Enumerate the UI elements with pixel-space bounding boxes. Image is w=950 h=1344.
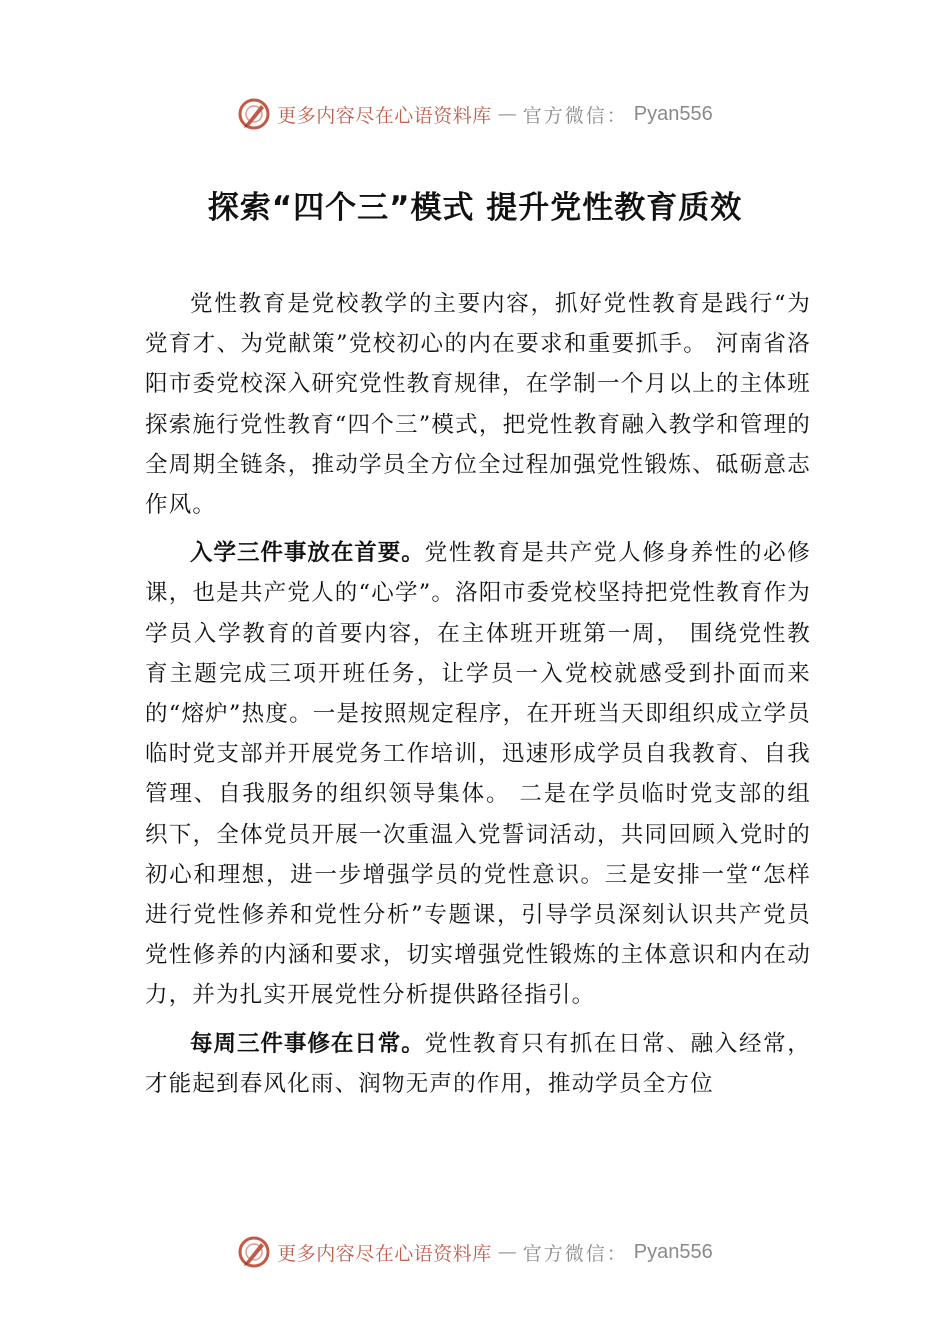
- banner-text: 更多内容尽在心语资料库: [277, 104, 492, 127]
- pen-logo-icon: [237, 97, 271, 131]
- banner-separator: —: [497, 1241, 517, 1263]
- paragraph-enrollment: [145, 533, 811, 1015]
- paragraph-lead: 每周三件事修在日常。: [190, 1030, 425, 1057]
- banner-wechat-id: Pyan556: [633, 102, 713, 125]
- footer-watermark-banner: [0, 1232, 950, 1272]
- paragraph-text: 党性教育是党校教学的主要内容，抓好党性教育是践行“为党育才、为党献策”党校初心的内在要求和重要抓手。 河南省洛阳市委党校深入研究党性教育规律，在学制一个月以上的主体班探索施行党性教育“四个三”模式，把党性教育融入教学和管理的全周期全链条，推动学员全方位全过程加强党性锻炼、砥砺意志作风。: [145, 291, 811, 519]
- paragraph-text: 党性教育是共产党人修身养性的必修课，也是共产党人的“心学”。洛阳市委党校坚持把党性教育作为学员入学教育的首要内容，在主体班开班第一周， 围绕党性教育主题完成三项开班任务，让学员一入党校就感受到扑面而来的“熔炉”热度。一是按照规定程序，在开班当天即组织成立学员临时党支部并开展党务工作培训，迅速形成学员自我教育、自我管理、自我服务的组织领导集体。 二是在学员临时党支部的组织下，全体党员开展一次重温入党誓词活动，共同回顾入党时的初心和理想，进一步增强学员的党性意识。三是安排一堂“怎样进行党性修养和党性分析”专题课，引导学员深刻认识共产党员党性修养的内涵和要求，切实增强党性锻炼的主体意识和内在动力，并为扎实开展党性分析提供路径指引。: [145, 540, 811, 1009]
- pen-logo-icon: [237, 1235, 271, 1269]
- paragraph-text: 党性教育只有抓在日常、融入经常，才能起到春风化雨、润物无声的作用，推动学员全方位: [145, 1030, 811, 1097]
- paragraph-lead: 入学三件事放在首要。: [190, 540, 425, 567]
- paragraph-weekly: [145, 1024, 811, 1104]
- banner-wechat-label: 官方微信：: [522, 104, 628, 127]
- paragraph-intro: [145, 284, 811, 525]
- banner-wechat-label: 官方微信：: [522, 1242, 628, 1265]
- banner-separator: —: [497, 103, 517, 125]
- banner-wechat-id: Pyan556: [633, 1240, 713, 1263]
- banner-text: 更多内容尽在心语资料库: [277, 1242, 492, 1265]
- document-body: [145, 284, 811, 1112]
- document-title: 探索“四个三”模式 提升党性教育质效: [207, 190, 743, 226]
- header-watermark-banner: [0, 94, 950, 134]
